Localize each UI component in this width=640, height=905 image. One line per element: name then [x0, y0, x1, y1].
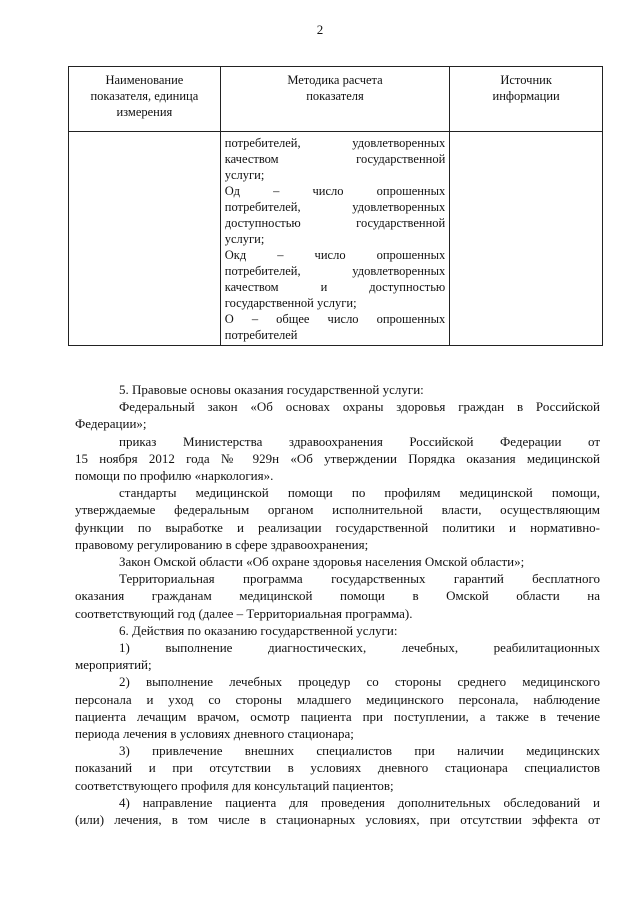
action-item-4-cont [75, 811, 600, 828]
method-line: Окд – число опрошенных [224, 248, 446, 262]
header-line: информации [492, 89, 560, 103]
document-body [75, 381, 600, 828]
method-line: качеством и доступностью [224, 280, 446, 294]
page-number: 2 [316, 22, 324, 37]
method-line: доступностью государственной [224, 216, 446, 230]
text-line: утверждаемые федеральным органом исполнительной власти, осуществляющим [75, 502, 600, 518]
method-line: услуги; [224, 232, 265, 246]
text-line: соответствующего профиля для консультаций пациентов; [75, 777, 394, 793]
text-line: функции по выработке и реализации государственной политики и нормативно- [75, 519, 600, 535]
action-item-1 [75, 639, 600, 656]
method-line: потребителей, удовлетворенных [224, 264, 446, 278]
header-line: Источник [500, 73, 552, 87]
legal-basis-order-cont [75, 450, 600, 484]
text-line: 1) выполнение диагностических, лечебных, реабилитационных [119, 640, 600, 656]
text-line: Федерации»; [75, 416, 147, 432]
indicator-name-cell [69, 132, 221, 346]
text-line: правовому регулированию в сфере здравоохранения; [75, 536, 369, 552]
method-line: потребителей, удовлетворенных [224, 136, 446, 150]
header-information-source [450, 67, 603, 132]
action-item-1-cont [75, 656, 600, 673]
method-line: потребителей [224, 328, 298, 342]
legal-basis-standards [75, 484, 600, 501]
header-line: Наименование [105, 73, 184, 87]
method-line: качеством государственной [224, 152, 446, 166]
text-line: мероприятий; [75, 657, 152, 673]
text-line: помощи по профилю «наркология». [75, 468, 274, 484]
text-line: 2) выполнение лечебных процедур со стороны среднего медицинского [119, 674, 600, 690]
calculation-method-cell [220, 132, 450, 346]
text-line: показаний и при отсутствии в условиях дневного стационара специалистов [75, 760, 600, 776]
method-line: услуги; [224, 168, 265, 182]
text-line: периода лечения в условиях дневного стационара; [75, 726, 354, 742]
text-line: персонала и уход со стороны младшего медицинского персонала, наблюдение [75, 691, 600, 707]
table-row [69, 132, 603, 346]
action-item-2 [75, 673, 600, 690]
action-item-3 [75, 742, 600, 759]
action-item-4 [75, 794, 600, 811]
header-line: Методика расчета [287, 73, 383, 87]
legal-basis-federal-law-cont [75, 415, 600, 432]
legal-basis-territorial-program [75, 570, 600, 587]
header-calculation-method [220, 67, 450, 132]
header-line: показателя, единица [90, 89, 199, 103]
header-indicator-name [69, 67, 221, 132]
text-line: пациента лечащим врачом, осмотр пациента при поступлении, а также в течение [75, 708, 600, 724]
text-line: Федеральный закон «Об основах охраны здоровья граждан в Российской [119, 399, 600, 415]
information-source-cell [450, 132, 603, 346]
method-line: О – общее число опрошенных [224, 312, 446, 326]
text-line: стандарты медицинской помощи по профилям медицинской помощи, [119, 485, 600, 501]
indicator-table [68, 66, 603, 346]
text-line: приказ Министерства здравоохранения Российской Федерации от [119, 433, 600, 449]
text-line: 3) привлечение внешних специалистов при наличии медицинских [119, 743, 600, 759]
header-line: показателя [306, 89, 364, 103]
text-line: соответствующий год (далее – Территориальная программа). [75, 605, 413, 621]
method-line: потребителей, удовлетворенных [224, 200, 446, 214]
legal-basis-omsk-law: Закон Омской области «Об охране здоровья населения Омской области»; [119, 554, 525, 570]
section-5-heading: 5. Правовые основы оказания государственной услуги: [119, 382, 424, 397]
text-line: (или) лечения, в том числе в стационарных условиях, при отсутствии эффекта от [75, 812, 600, 828]
section-6-heading: 6. Действия по оказанию государственной услуги: [119, 622, 398, 638]
legal-basis-standards-cont [75, 501, 600, 553]
legal-basis-territorial-program-cont [75, 587, 600, 621]
action-item-2-cont [75, 691, 600, 743]
text-line: оказания гражданам медицинской помощи в Омской области на [75, 588, 600, 604]
legal-basis-federal-law [75, 398, 600, 415]
text-line: 4) направление пациента для проведения дополнительных обследований и [119, 794, 600, 810]
header-line: измерения [116, 105, 173, 119]
text-line: 15 ноября 2012 года № 929н «Об утверждении Порядка оказания медицинской [75, 450, 600, 466]
table-header-row [69, 67, 603, 132]
method-line: Од – число опрошенных [224, 184, 446, 198]
action-item-3-cont [75, 759, 600, 793]
legal-basis-order [75, 433, 600, 450]
method-line: государственной услуги; [224, 296, 357, 310]
text-line: Территориальная программа государственных гарантий бесплатного [119, 571, 600, 587]
